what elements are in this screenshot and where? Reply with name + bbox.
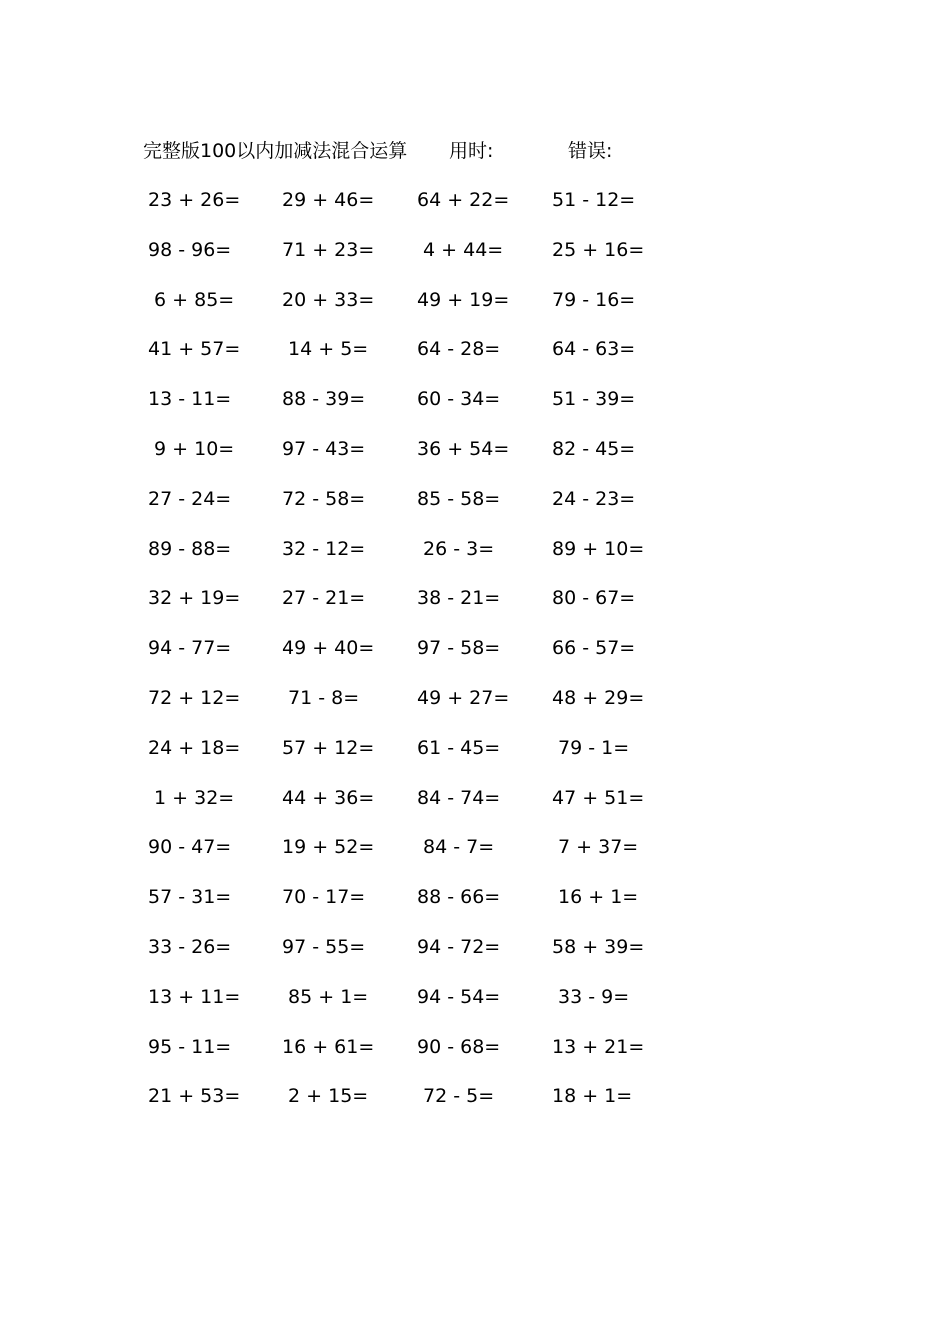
- math-problem: 85 + 1=: [282, 985, 369, 1008]
- math-problem: 24 + 18=: [148, 736, 241, 759]
- math-problem: 58 + 39=: [552, 935, 645, 958]
- math-problem: 60 - 34=: [417, 388, 501, 411]
- math-problem: 64 - 28=: [417, 338, 501, 361]
- math-problem: 98 - 96=: [148, 238, 232, 261]
- problem-row: [148, 534, 668, 584]
- math-problem: 18 + 1=: [552, 1085, 633, 1108]
- problem-row: [148, 982, 668, 1032]
- math-problem: 6 + 85=: [148, 288, 235, 311]
- problem-row: [148, 683, 668, 733]
- math-problem: 72 - 5=: [417, 1085, 495, 1108]
- problem-row: [148, 832, 668, 882]
- math-problem: 64 - 63=: [552, 338, 636, 361]
- math-problem: 49 + 27=: [417, 686, 510, 709]
- problem-row: [148, 384, 668, 434]
- problem-row: [148, 783, 668, 833]
- problem-row: [148, 932, 668, 982]
- math-problem: 24 - 23=: [552, 487, 636, 510]
- math-problem: 26 - 3=: [417, 537, 495, 560]
- math-problem: 4 + 44=: [417, 238, 504, 261]
- math-problem: 90 - 68=: [417, 1035, 501, 1058]
- math-problem: 47 + 51=: [552, 786, 645, 809]
- math-problem: 25 + 16=: [552, 238, 645, 261]
- math-problem: 94 - 77=: [148, 637, 232, 660]
- problem-row: [148, 583, 668, 633]
- math-problem: 20 + 33=: [282, 288, 375, 311]
- math-problem: 32 - 12=: [282, 537, 366, 560]
- math-problem: 51 - 12=: [552, 189, 636, 211]
- math-problem: 36 + 54=: [417, 437, 510, 460]
- math-problem: 38 - 21=: [417, 587, 501, 610]
- math-problem: 29 + 46=: [282, 189, 375, 211]
- worksheet-title: 完整版100以内加减法混合运算: [143, 140, 408, 162]
- problem-row: [148, 633, 668, 683]
- math-problem: 90 - 47=: [148, 836, 232, 859]
- math-problem: 21 + 53=: [148, 1085, 241, 1108]
- problem-row: [148, 285, 668, 335]
- math-problem: 79 - 16=: [552, 288, 636, 311]
- math-problem: 82 - 45=: [552, 437, 636, 460]
- math-problem: 49 + 19=: [417, 288, 510, 311]
- math-problem: 71 - 8=: [282, 686, 360, 709]
- error-count-label: 错误:: [568, 140, 613, 162]
- problem-row: [148, 882, 668, 932]
- math-problem: 94 - 54=: [417, 985, 501, 1008]
- time-used-label: 用时:: [449, 140, 494, 162]
- math-problem: 57 + 12=: [282, 736, 375, 759]
- math-problem: 66 - 57=: [552, 637, 636, 660]
- math-problem: 88 - 39=: [282, 388, 366, 411]
- math-problem: 33 - 26=: [148, 935, 232, 958]
- math-problem: 97 - 55=: [282, 935, 366, 958]
- math-problem: 7 + 37=: [552, 836, 639, 859]
- math-problem: 51 - 39=: [552, 388, 636, 411]
- math-problem: 64 + 22=: [417, 189, 510, 211]
- problem-row: [148, 1032, 668, 1082]
- problem-row: [148, 733, 668, 783]
- math-problem: 57 - 31=: [148, 886, 232, 909]
- math-problem: 16 + 61=: [282, 1035, 375, 1058]
- math-problem: 95 - 11=: [148, 1035, 232, 1058]
- math-problem: 97 - 58=: [417, 637, 501, 660]
- math-problem: 89 - 88=: [148, 537, 232, 560]
- math-problem: 9 + 10=: [148, 437, 235, 460]
- math-problem: 41 + 57=: [148, 338, 241, 361]
- problem-grid: [148, 185, 668, 1131]
- problem-row: [148, 484, 668, 534]
- math-problem: 44 + 36=: [282, 786, 375, 809]
- math-problem: 48 + 29=: [552, 686, 645, 709]
- math-problem: 49 + 40=: [282, 637, 375, 660]
- math-problem: 84 - 74=: [417, 786, 501, 809]
- math-problem: 14 + 5=: [282, 338, 369, 361]
- math-problem: 19 + 52=: [282, 836, 375, 859]
- math-problem: 32 + 19=: [148, 587, 241, 610]
- math-problem: 27 - 24=: [148, 487, 232, 510]
- math-problem: 61 - 45=: [417, 736, 501, 759]
- math-problem: 72 - 58=: [282, 487, 366, 510]
- math-problem: 80 - 67=: [552, 587, 636, 610]
- math-problem: 13 + 11=: [148, 985, 241, 1008]
- math-problem: 13 + 21=: [552, 1035, 645, 1058]
- math-problem: 2 + 15=: [282, 1085, 369, 1108]
- math-problem: 71 + 23=: [282, 238, 375, 261]
- math-problem: 27 - 21=: [282, 587, 366, 610]
- math-problem: 33 - 9=: [552, 985, 630, 1008]
- problem-row: [148, 434, 668, 484]
- math-problem: 23 + 26=: [148, 189, 241, 211]
- math-problem: 16 + 1=: [552, 886, 639, 909]
- math-problem: 94 - 72=: [417, 935, 501, 958]
- math-problem: 89 + 10=: [552, 537, 645, 560]
- math-problem: 79 - 1=: [552, 736, 630, 759]
- math-problem: 84 - 7=: [417, 836, 495, 859]
- math-problem: 88 - 66=: [417, 886, 501, 909]
- worksheet-header: [143, 137, 663, 165]
- problem-row: [148, 1081, 668, 1131]
- problem-row: [148, 235, 668, 285]
- math-problem: 13 - 11=: [148, 388, 232, 411]
- problem-row: [148, 185, 668, 235]
- math-problem: 1 + 32=: [148, 786, 235, 809]
- math-problem: 72 + 12=: [148, 686, 241, 709]
- math-problem: 85 - 58=: [417, 487, 501, 510]
- problem-row: [148, 334, 668, 384]
- math-problem: 97 - 43=: [282, 437, 366, 460]
- math-problem: 70 - 17=: [282, 886, 366, 909]
